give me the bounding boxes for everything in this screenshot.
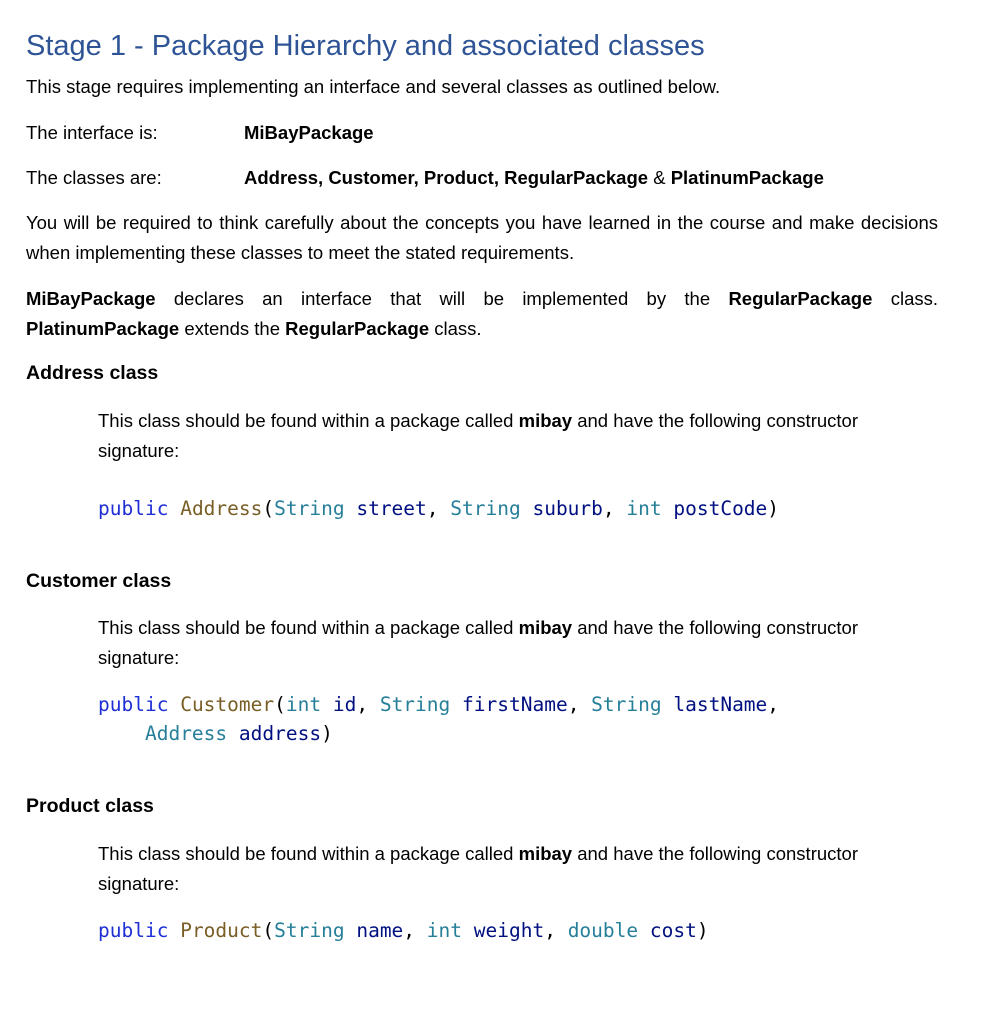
description-text: This class should be found within a package called bbox=[98, 617, 519, 638]
code-method: Customer bbox=[180, 693, 275, 716]
class-name: Address bbox=[244, 167, 319, 188]
code-method: Address bbox=[180, 497, 263, 520]
code-punct: ) bbox=[696, 919, 709, 942]
code-param: cost bbox=[638, 919, 697, 942]
package-name: mibay bbox=[518, 843, 573, 864]
paragraph-text: extends the bbox=[179, 318, 286, 339]
code-type: int bbox=[426, 919, 463, 942]
code-method: Product bbox=[180, 919, 263, 942]
code-punct: , bbox=[602, 497, 627, 520]
separator: , bbox=[413, 167, 424, 188]
interface-paragraph bbox=[26, 284, 938, 344]
paragraph-text: class. bbox=[872, 288, 939, 309]
paragraph-text: class. bbox=[429, 318, 482, 339]
code-space bbox=[168, 693, 180, 716]
product-description bbox=[98, 839, 938, 899]
code-param: suburb bbox=[520, 497, 603, 520]
code-param: postCode bbox=[661, 497, 768, 520]
class-name: Customer bbox=[328, 167, 414, 188]
code-type: Address bbox=[144, 722, 228, 745]
intro-paragraph: This stage requires implementing an interface and several classes as outlined below. bbox=[26, 76, 721, 97]
class-name: RegularPackage bbox=[504, 167, 649, 188]
code-punct: ) bbox=[767, 497, 780, 520]
code-param: lastName bbox=[661, 693, 768, 716]
code-param: name bbox=[344, 919, 404, 942]
separator: , bbox=[493, 167, 505, 188]
code-space bbox=[168, 919, 180, 942]
class-ref: RegularPackage bbox=[728, 288, 873, 309]
customer-description bbox=[98, 613, 938, 673]
code-param: address bbox=[227, 722, 322, 745]
interface-name: MiBayPackage bbox=[244, 122, 374, 143]
interface-label: The interface is: bbox=[26, 122, 158, 143]
code-punct: , bbox=[544, 919, 568, 942]
code-param: street bbox=[344, 497, 427, 520]
product-heading: Product class bbox=[26, 795, 154, 817]
address-heading: Address class bbox=[26, 362, 159, 384]
address-description bbox=[98, 406, 938, 466]
interface-ref: MiBayPackage bbox=[26, 288, 156, 309]
decisions-paragraph: You will be required to think carefully about the concepts you have learned in the course and make decisions when implementing these classes to meet the stated requirements. bbox=[26, 212, 938, 263]
description-text: This class should be found within a package called bbox=[98, 843, 519, 864]
code-keyword: public bbox=[98, 693, 169, 716]
code-keyword: public bbox=[98, 919, 169, 942]
code-type: String bbox=[450, 497, 521, 520]
code-type: String bbox=[274, 919, 345, 942]
description-text: This class should be found within a package called bbox=[98, 410, 519, 431]
code-punct: , bbox=[403, 919, 427, 942]
customer-constructor-code bbox=[98, 690, 779, 748]
page-title: Stage 1 - Package Hierarchy and associated classes bbox=[26, 30, 705, 62]
code-type: String bbox=[274, 497, 345, 520]
class-ref: PlatinumPackage bbox=[26, 318, 180, 339]
code-punct: , bbox=[356, 693, 380, 716]
address-constructor-code bbox=[98, 494, 779, 523]
classes-list bbox=[244, 167, 824, 189]
paragraph-text: declares an interface that will be implemented by the bbox=[155, 288, 729, 309]
ampersand: & bbox=[648, 167, 671, 188]
code-punct: , bbox=[767, 693, 780, 716]
package-name: mibay bbox=[518, 410, 573, 431]
code-punct: ) bbox=[321, 722, 333, 745]
classes-label: The classes are: bbox=[26, 167, 162, 188]
code-space bbox=[168, 497, 180, 520]
code-type: int bbox=[626, 497, 662, 520]
code-punct: ( bbox=[262, 497, 275, 520]
code-type: String bbox=[379, 693, 451, 716]
code-param: firstName bbox=[450, 693, 568, 716]
product-constructor-code bbox=[98, 916, 709, 945]
code-type: double bbox=[567, 919, 639, 942]
code-type: int bbox=[285, 693, 322, 716]
package-name: mibay bbox=[518, 617, 573, 638]
description-text: and have the following constructor signature: bbox=[98, 617, 858, 668]
description-text: and have the following constructor signature: bbox=[98, 843, 858, 894]
class-name: PlatinumPackage bbox=[670, 167, 824, 188]
code-punct: ( bbox=[262, 919, 275, 942]
class-ref: RegularPackage bbox=[285, 318, 430, 339]
customer-heading: Customer class bbox=[26, 570, 172, 592]
code-punct: , bbox=[567, 693, 592, 716]
code-punct: , bbox=[426, 497, 451, 520]
code-param: id bbox=[321, 693, 357, 716]
code-keyword: public bbox=[98, 497, 169, 520]
separator: , bbox=[318, 167, 329, 188]
code-param: weight bbox=[462, 919, 545, 942]
description-text: and have the following constructor signature: bbox=[98, 410, 858, 461]
code-punct: ( bbox=[274, 693, 286, 716]
code-indent bbox=[98, 722, 145, 745]
code-type: String bbox=[591, 693, 662, 716]
class-name: Product bbox=[423, 167, 494, 188]
